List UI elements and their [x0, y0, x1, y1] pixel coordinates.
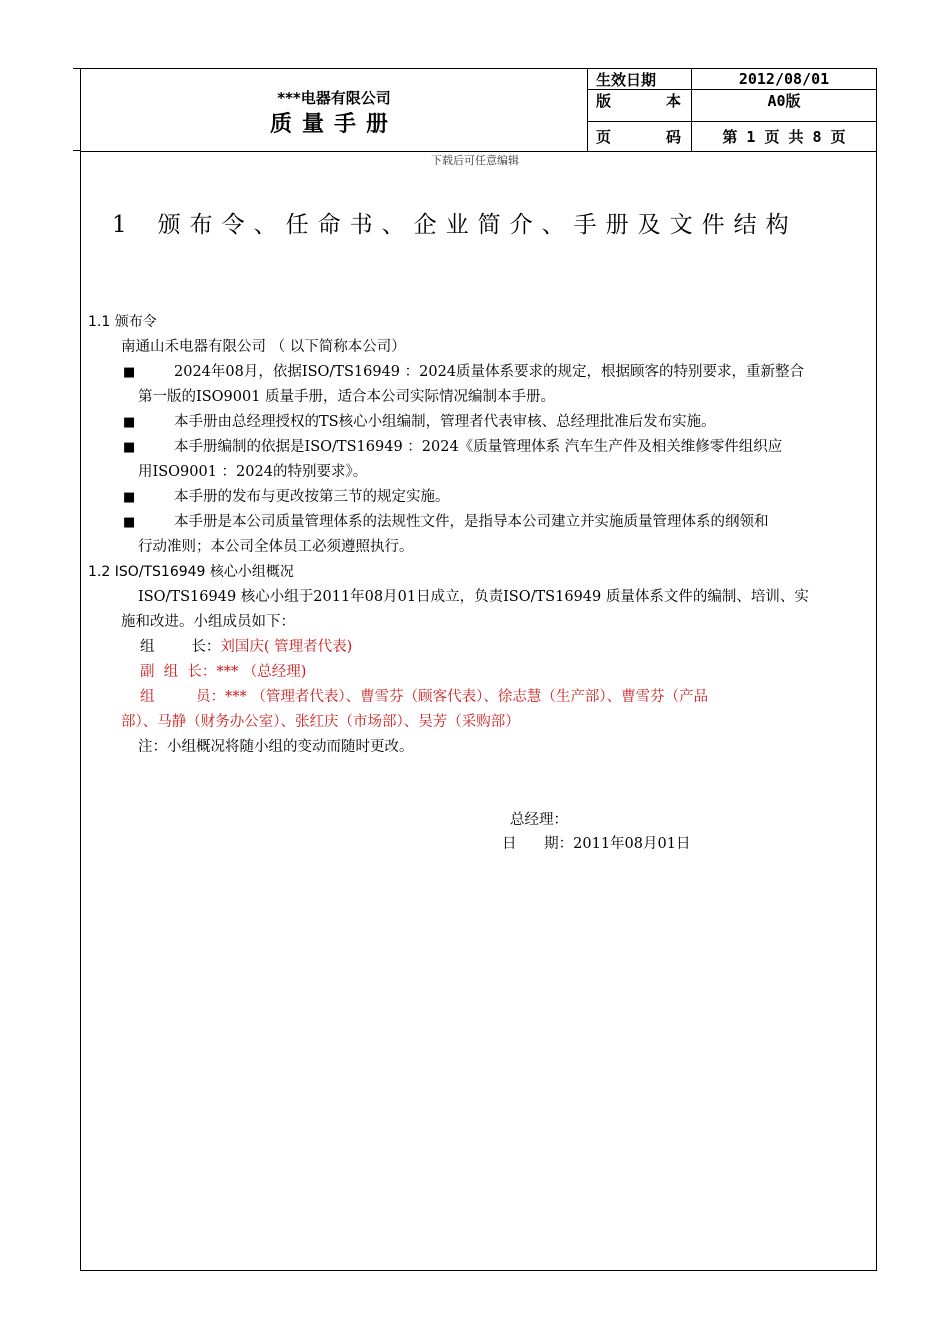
effective-date-label: 生效日期: [588, 69, 692, 89]
version-label-a: 版: [596, 92, 612, 110]
members-label: 组 员：: [140, 689, 225, 705]
version-label: [588, 89, 692, 121]
list-item: [88, 410, 863, 435]
bullet-continuation: 行动准则；本公司全体员工必须遵照执行。: [138, 539, 414, 555]
bullet-text: 本手册编制的依据是ISO/TS16949 ：2024《质量管理体系 汽车生产件及相关维修零件组织应: [174, 439, 783, 455]
list-item: [88, 485, 863, 510]
document-body: [88, 310, 863, 760]
chapter-title: 颁布令、任命书、企业简介、手册及文件结构: [157, 212, 798, 238]
page-row: [588, 121, 876, 151]
bullet-square-icon: ■: [123, 490, 136, 505]
vice-leader-line: [88, 660, 863, 685]
leader-label: 组 长：: [140, 639, 221, 655]
list-item: [88, 510, 863, 535]
section-1-1-intro: 南通山禾电器有限公司 （ 以下简称本公司）: [121, 339, 406, 355]
bullet-text: 本手册是本公司质量管理体系的法规性文件，是指导本公司建立并实施质量管理体系的纲领和: [174, 514, 769, 530]
note-line: 注：小组概况将随小组的变动而随时更改。: [138, 739, 414, 755]
bullet-square-icon: ■: [123, 365, 136, 380]
bullet-continuation: 第一版的ISO9001 质量手册，适合本公司实际情况编制本手册。: [138, 389, 556, 405]
members-value: *** （管理者代表）、曹雪芬（顾客代表）、徐志慧（生产部）、曹雪芬（产品: [224, 689, 709, 705]
page-label-b: 码: [665, 127, 681, 146]
bullet-square-icon: ■: [123, 515, 136, 530]
members-line: [88, 685, 863, 710]
leader-value: 刘国庆( 管理者代表): [220, 639, 353, 655]
gm-signature-line: 总经理：: [510, 812, 568, 828]
leader-line: [88, 635, 863, 660]
date-label: 日 期：: [502, 836, 574, 852]
list-item: [88, 435, 863, 460]
vice-leader-label: 副 组 长：: [140, 664, 217, 680]
watermark-text: 下载后可任意编辑: [431, 154, 519, 167]
effective-date-row: [588, 69, 876, 90]
header-meta-table: [588, 69, 876, 151]
bullet-square-icon: ■: [123, 415, 136, 430]
section-1-2-heading: 1.2 ISO/TS16949 核心小组概况: [88, 564, 294, 580]
bullet-square-icon: ■: [123, 440, 136, 455]
section-1-2-paragraph: ISO/TS16949 核心小组于2011年08月01日成立，负责ISO/TS16949 质量体系文件的编制、培训、实: [138, 589, 809, 605]
list-item: [88, 360, 863, 385]
page-label: [588, 121, 692, 151]
date-value: 2011年08月01日: [573, 836, 691, 852]
version-row: [588, 89, 876, 122]
chapter-number: 1: [112, 212, 136, 238]
signoff-date-line: [502, 832, 690, 857]
page-value: 第 1 页 共 8 页: [722, 127, 846, 146]
bullet-text: 本手册的发布与更改按第三节的规定实施。: [174, 489, 450, 505]
chapter-heading: [112, 206, 798, 239]
company-name: ***电器有限公司: [277, 89, 391, 107]
header-title-cell: [81, 69, 588, 151]
page-label-a: 页: [596, 127, 612, 146]
vice-leader-value: *** （总经理): [216, 664, 307, 680]
bullet-continuation: 用ISO9001 ：2024的特别要求》。: [138, 464, 368, 480]
document-header: [81, 69, 876, 152]
section-1-2-paragraph-cont: 施和改进。小组成员如下：: [121, 614, 295, 630]
bullet-text: 本手册由总经理授权的TS核心小组编制，管理者代表审核、总经理批准后发布实施。: [174, 414, 716, 430]
version-label-b: 本: [665, 92, 681, 110]
bullet-text: 2024年08月，依据ISO/TS16949 ：2024质量体系要求的规定，根据顾客的特别要求，重新整合: [174, 364, 805, 380]
section-1-1-heading: 1.1 颁布令: [88, 314, 157, 330]
effective-date-value: 2012/08/01: [738, 70, 830, 88]
manual-title: 质量手册: [269, 112, 398, 137]
members-line-cont: 部）、马静（财务办公室）、张红庆（市场部）、吴芳（采购部）: [121, 714, 520, 730]
version-value: A0版: [767, 92, 801, 110]
